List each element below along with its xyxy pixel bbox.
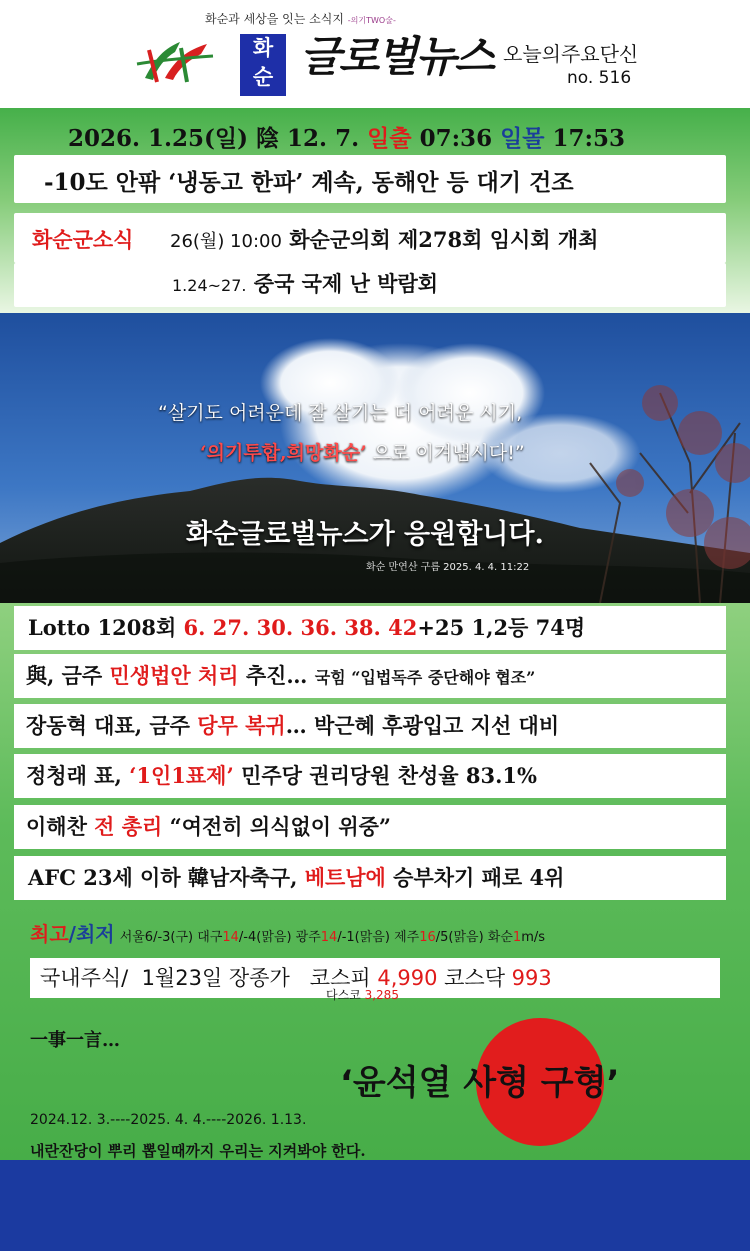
kospi-value: 4,990 bbox=[377, 966, 438, 990]
lotto-suffix: +25 1,2등 74명 bbox=[417, 615, 586, 640]
news-item-3-highlight: ‘1인1표제’ bbox=[129, 763, 234, 788]
news-item-2-post: … 박근혜 후광입고 지선 대비 bbox=[285, 713, 560, 738]
kosdaq-value: 993 bbox=[511, 966, 552, 990]
temp-hwasun-label: 화순 bbox=[483, 930, 513, 945]
hwasun-news-label: 화순군소식 bbox=[32, 228, 134, 252]
news-item-1-small: 국힘 “입법독주 중단해야 협조” bbox=[314, 668, 536, 687]
temp-daegu-high: 14 bbox=[222, 930, 239, 945]
sunrise-time: 07:36 bbox=[419, 125, 493, 152]
news-item-5-highlight: 베트남에 bbox=[304, 865, 386, 890]
news-item-4-post: “여전히 의식없이 위중” bbox=[162, 814, 392, 839]
stock-line bbox=[40, 962, 552, 992]
hwasun-news-item-2 bbox=[172, 268, 438, 298]
temp-daegu-label: 대구 bbox=[193, 930, 223, 945]
news-item-4-highlight: 전 총리 bbox=[94, 814, 163, 839]
hwasun-news-item-1-date: 26(월) 10:00 bbox=[170, 231, 282, 252]
stock-label: 국내주식/ 1월23일 장종가 코스피 bbox=[40, 966, 378, 990]
news-item-5-pre: AFC 23세 이하 韓남자축구, bbox=[28, 865, 305, 890]
tagline-small: -의기TWO술- bbox=[347, 16, 396, 25]
photo-quote-rest: 으로 이겨냅시다!” bbox=[366, 442, 525, 464]
news-item-3-pre: 정청래 표, bbox=[26, 763, 130, 788]
temp-seoul: 서울6/-3(구) bbox=[119, 930, 194, 945]
nasdaq-line bbox=[326, 986, 399, 1003]
temp-label-high: 최고 bbox=[30, 922, 69, 946]
photo-quote-line-1: “살기도 어려운데 잘 살기는 더 어려운 시기, bbox=[158, 402, 523, 424]
news-item-3-post: 민주당 권리당원 찬성율 83.1% bbox=[233, 763, 538, 788]
photo-headline: 화순글로벌뉴스가 응원합니다. bbox=[186, 519, 544, 550]
date: 2026. 1.25(일) bbox=[68, 125, 249, 152]
news-item-4 bbox=[26, 811, 391, 841]
news-item-2-pre: 장동혁 대표, 금주 bbox=[26, 713, 198, 738]
daily-label: 오늘의주요단신 bbox=[503, 42, 639, 66]
news-item-2-highlight: 당무 복귀 bbox=[197, 713, 286, 738]
news-item-5-post: 승부차기 패로 4위 bbox=[385, 865, 565, 890]
news-item-1 bbox=[26, 660, 535, 690]
weather-headline: -10도 안팎 ‘냉동고 한파’ 계속, 동해안 등 대기 건조 bbox=[44, 169, 574, 196]
issue-number: no. 516 bbox=[567, 68, 632, 88]
footer-bar bbox=[0, 1160, 750, 1251]
news-item-1-pre: 與, 금주 bbox=[26, 663, 110, 688]
news-item-1-post: 추진… bbox=[238, 663, 315, 688]
hwasun-news-item-2-text: 중국 국제 난 박람회 bbox=[253, 271, 439, 296]
photo-quote-line-2 bbox=[200, 438, 525, 465]
hwasun-wind-value: 1 bbox=[512, 930, 522, 945]
news-item-1-highlight: 민생법안 처리 bbox=[109, 663, 239, 688]
news-item-5 bbox=[28, 862, 564, 892]
logo-mark-icon bbox=[135, 38, 215, 84]
timeline: 2024.12. 3.----2025. 4. 4.----2026. 1.13. bbox=[30, 1112, 307, 1128]
lotto-numbers: 6. 27. 30. 36. 38. 42 bbox=[183, 615, 418, 640]
closing-statement: 내란잔당이 뿌리 뽑일때까지 우리는 지켜봐야 한다. bbox=[30, 1142, 366, 1160]
news-item-2 bbox=[26, 710, 559, 740]
temp-gwangju-label: 광주 bbox=[291, 930, 321, 945]
temp-gwangju-high: 14 bbox=[320, 930, 338, 945]
logo-box-line2: 순 bbox=[252, 65, 274, 89]
logo-box bbox=[240, 34, 286, 96]
temperature-label bbox=[30, 922, 115, 946]
sunset-time: 17:53 bbox=[552, 125, 626, 152]
lunar-date: 陰 12. 7. bbox=[256, 125, 360, 152]
temp-jeju-label: 제주 bbox=[389, 930, 420, 945]
photo-caption: 화순 만연산 구름 2025. 4. 4. 11:22 bbox=[366, 562, 530, 573]
news-item-4-pre: 이해찬 bbox=[26, 814, 95, 839]
photo-quote-highlight: ‘의기투합,희망화순’ bbox=[200, 442, 367, 464]
temperature-values bbox=[120, 930, 545, 945]
one-word-title: 一事一言… bbox=[30, 1030, 120, 1051]
hwasun-news-item-1-text: 화순군의회 제278회 임시회 개최 bbox=[289, 227, 599, 252]
hwasun-news-item-2-date: 1.24~27. bbox=[172, 276, 247, 295]
lotto-prefix: Lotto 1208회 bbox=[28, 615, 177, 640]
temp-label-slash: / bbox=[68, 922, 76, 946]
one-word-quote: ‘윤석열 사형 구형’ bbox=[340, 1063, 620, 1103]
news-item-3 bbox=[26, 760, 537, 790]
temperature-row bbox=[30, 918, 545, 947]
sunrise-label: 일출 bbox=[367, 125, 412, 152]
logo-box-line1: 화 bbox=[252, 36, 274, 60]
tagline-text: 화순과 세상을 잇는 소식지 bbox=[205, 12, 344, 26]
sunset-label: 일몰 bbox=[500, 125, 545, 152]
hwasun-news-item-1 bbox=[170, 224, 598, 254]
date-line bbox=[68, 120, 625, 153]
nasdaq-label: 다스코 bbox=[326, 988, 365, 1002]
temp-gwangju-rest: /-1(맑음) bbox=[337, 930, 390, 945]
hwasun-wind-unit: m/s bbox=[521, 930, 546, 945]
logo-script: 글로벌뉴스 bbox=[300, 32, 493, 81]
temp-jeju-rest: /5(맑음) bbox=[435, 930, 484, 945]
temp-label-low: 최저 bbox=[75, 922, 115, 946]
kosdaq-label: 코스닥 bbox=[437, 966, 512, 990]
lotto-line bbox=[28, 612, 585, 642]
nasdaq-value: 3,285 bbox=[364, 988, 399, 1002]
temp-daegu-rest: /-4(맑음) bbox=[238, 930, 292, 945]
temp-jeju-high: 16 bbox=[419, 930, 436, 945]
